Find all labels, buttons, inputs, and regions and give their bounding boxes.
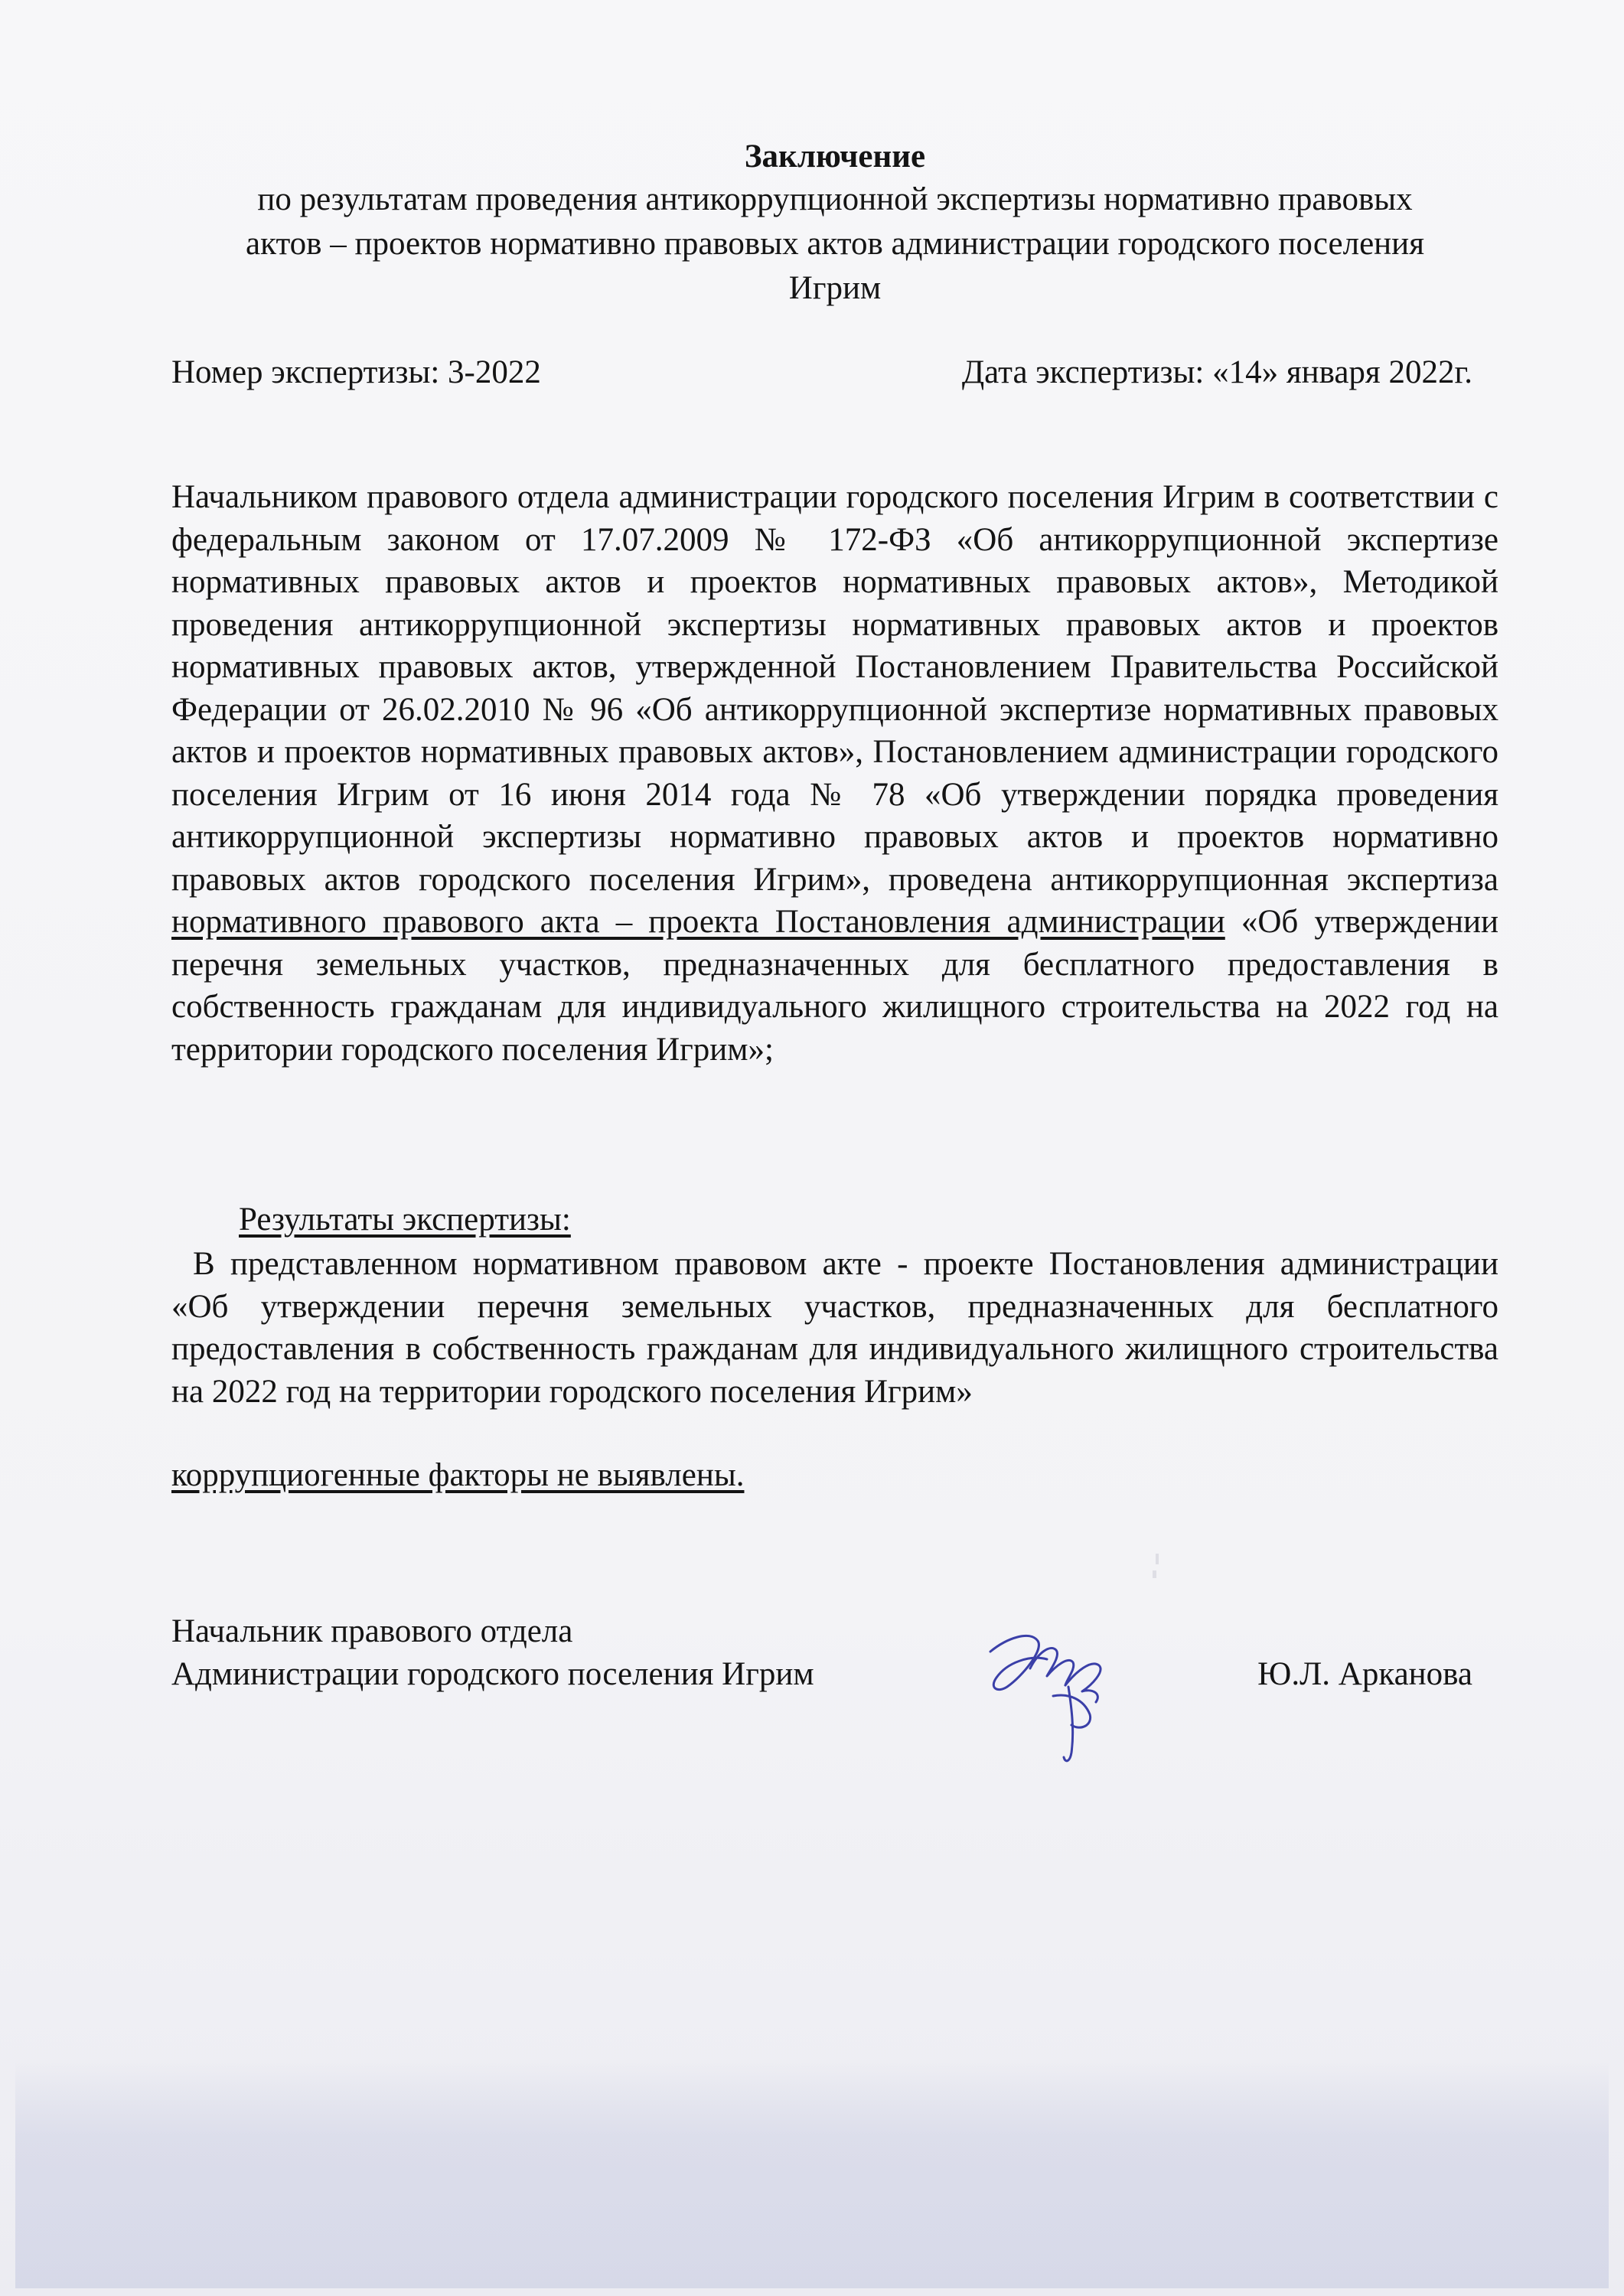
results-paragraph: В представленном нормативном правовом акте - проекте Постановления администрации «Об утверждении перечня земельных участков, предназначенных для бесплатного предоставления в собственность гражданам для индивидуального жилищного строительства на 2022 год на территории городского поселения Игрим»	[171, 1246, 1498, 1410]
body-text-end: «Об утверждении перечня земельных участков, предназначенных для бесплатного предоставления в собственность гражданам для индивидуального жилищного строительства на 2022 год на территории городского поселения Игрим»;	[171, 904, 1498, 1068]
signature-stroke	[990, 1636, 1047, 1689]
signer-block	[171, 1610, 1472, 1696]
document-title: Заключение	[744, 139, 926, 174]
handwritten-signature	[977, 1623, 1130, 1768]
subtitle-line-3: Игрим	[788, 270, 882, 306]
subtitle-line-1: по результатам проведения антикоррупционной экспертизы нормативно правовых	[257, 181, 1413, 217]
body-text-start: Начальником правового отдела администрации городского поселения Игрим в соответствии с федеральным законом от 17.07.2009 № 172-ФЗ «Об антикоррупционной экспертизе нормативных правовых актов и проектов нормативных правовых актов», Методикой проведения антикоррупционной экспертизы нормативных правовых актов и проектов нормативных правовых актов, утвержденной Постановлением Правительства Российской Федерации от 26.02.2010 № 96 «Об антикоррупционной экспертизе нормативных правовых актов и проектов нормативных правовых актов», Постановлением администрации городского поселения Игрим от 16 июня 2014 года № 78 «Об утверждении порядка проведения антикоррупционной экспертизы нормативно правовых актов и проектов нормативно правовых актов городского поселения Игрим», проведена антикоррупционная экспертиза	[171, 479, 1498, 898]
body-text-underlined: нормативного правового акта – проекта Постановления администрации	[171, 904, 1225, 940]
show-through-area	[15, 2059, 1609, 2288]
signer-line-2	[171, 1653, 1472, 1696]
conclusion-text: коррупциогенные факторы не выявлены.	[171, 1457, 745, 1493]
expertise-number: Номер экспертизы: 3-2022	[171, 354, 541, 390]
expertise-meta	[171, 351, 1472, 395]
scan-artifact	[1156, 1554, 1159, 1564]
signer-position-line-2: Администрации городского поселения Игрим	[171, 1656, 814, 1692]
subtitle-line-2: актов – проектов нормативно правовых актов администрации городского поселения	[246, 226, 1424, 262]
document-subtitle	[171, 178, 1498, 311]
signer-position-line-1: Начальник правового отдела	[171, 1613, 573, 1649]
signer-name: Ю.Л. Арканова	[1257, 1656, 1472, 1692]
scan-artifact	[1153, 1570, 1156, 1578]
results-heading: Результаты экспертизы:	[239, 1202, 571, 1238]
expertise-date: Дата экспертизы: «14» января 2022г.	[961, 354, 1472, 390]
body-paragraph	[171, 476, 1498, 1071]
